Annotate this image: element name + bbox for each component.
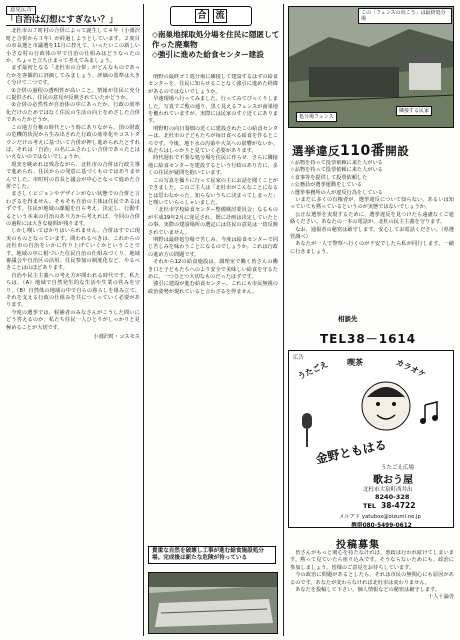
election-item: ☆品物を持って投票依頼に来た人がいる (290, 160, 383, 166)
ad-label: 広告 (293, 355, 305, 361)
election-title-pre: 選挙違反 (292, 144, 340, 158)
contribution-body (290, 550, 454, 636)
column-divider (283, 4, 284, 636)
gouryu-banner (170, 6, 252, 26)
paragraph: 今度の選挙では、候補者のみなさんがこうした問いにどう答えるのか、私たち住民一人ひとりがしっかりと見極めることが大切です。 (6, 309, 140, 331)
shop-phone-1: 8240-328 (375, 493, 410, 501)
construction-image (149, 573, 278, 634)
shop-email: メルアド yatubox@oizumi.ne.jp (339, 514, 421, 520)
shop-phone-2: 38-4722 (381, 501, 416, 510)
paragraph: 明野は最終処分場で苦しみ、今度は給食センターで同じ苦しみを味わうことになるのでしょうか。これは行政の進め方の問題です。 (148, 236, 278, 258)
election-item: ☆品物を持って投票依頼に来た人がいる (290, 167, 383, 174)
headline-1: ◇南巣地採取処分場を住民に隠匿して作った廃棄物 (152, 30, 280, 49)
microphone-icon (297, 411, 317, 451)
middle-article (148, 74, 278, 544)
banner-char: 流 (213, 9, 227, 23)
election-title-post: 開設 (385, 144, 410, 158)
election-item: ☆公務員が選挙運動をしている (290, 182, 363, 189)
paragraph: 今の政治に問題があるとしたら、それは市民の無関心にも原因があるのです。あなたが変わらなければ北杜市は変わりません。 (290, 572, 454, 586)
shop-tel-label: TEL (363, 502, 377, 510)
paragraph: 北杜市の７町村の合併によって誕生して４年（小淵沢町と合併から３年）が経過しようとしています。２度目の市長選と市議選を11月に控えて、いったいこの新しい小さな村の行政体の中で自治の仕組みはどうなったのか、ちょっと立ち止まって考えてみましょう。 (6, 28, 140, 65)
election-item: ☆選挙事務所の人が違反行為をしている (290, 189, 383, 196)
singer-illustration (351, 371, 421, 441)
paragraph: 自治や民主主義への考え方が問われる時代です。私たちは、（A）地域で自然発生的な生活や生業の営みを守り、（B）自然体の地域の中で自らの暮らしを組み立て、それを支える行政の仕組みを共につくっていく必要があります。 (6, 272, 140, 309)
ad-arc-2: 喫茶 (347, 358, 363, 367)
fence-label: 処分場フェンス (296, 112, 337, 122)
paragraph: 「北杜市学校給食センター整備検討委員会」なるものが平成19年2月に発足され、既に計画は決定していたとの事。実際の建設場所の選定には住民の意見は一切反映されていません。 (148, 207, 278, 236)
ad-name: 金野ともはる (314, 437, 388, 467)
headline-2: ◇強引に進めた給食センター建設 (152, 49, 264, 59)
paragraph: あなたが一人で警察へ行くのが不安でしたら私が同行します。一緒に行きましょう。 (290, 241, 454, 255)
karaoke-ad (288, 350, 454, 528)
paragraph: 公正な選挙を実現するために、選挙違反を見つけたら遠慮なくご連絡ください。あなたの一本の電話が、北杜の民主主義を守ります。 (290, 211, 454, 226)
paragraph: この写真を撮りに行って民家の主にお話を聞くことができました。このご主人は「北杜市がこんなことになるとは思わなかった。知らないうちに決まってしまった」と嘆いていらっしゃいました。 (148, 177, 278, 206)
paragraph: 早速現場へ行ってみました。行ってみてびっくりしました。写真でご覧の通り、黒く見えるフェンスが南巣地を覆われていますが、実際には民家のすぐ近くにあります。 (148, 96, 278, 125)
music-notes-icon (419, 399, 449, 429)
paragraph: 皆さんがもっと関心を持たなければ、悪政は行われ続けてしまいます。黙って見ていたら座り込みです。そうならないためにも、政治に参加しましょう。皆様のご意見をお待ちしています。 (290, 550, 454, 571)
ad-arc-3: カラオケ (394, 357, 428, 380)
paragraph: ②合併の必然性が自治体の中にあったか。行政の効率化だけのためではなく住民の生活の向上をめざした合併であったかどうか。 (6, 102, 140, 124)
paragraph: 明野町の向日葵畑の近くに建設されたこの給食センターは、北杜市の子どもたちが毎日食べる給食を作るところです。今後、地下水の汚染や大気への影響がないか、私たちはしっかりと見ていく必要があります。 (148, 125, 278, 155)
paragraph: いまだに多くの有権者が、選挙違反について知らない、あるいは知っていても黙っているというのが実態ではないでしょうか。 (290, 197, 454, 211)
middle-headlines (152, 30, 280, 59)
paragraph: 現実を眺めれば残念ながら、北杜市の合併は行政主導で進められ、住民からの発意に基づくものではありませんでした。市町村の首長と議会が中心となって進めた合併でした。 (6, 161, 140, 190)
bottom-photo-caption: 貴重な自然を破壊し工事が進む給食施設処分場。完成後は新たな危険が待っている (148, 546, 276, 564)
paragraph: 明野の最終ゴミ処分場に隣接して建設するはずの給食センターを、住民に知らせることなく強引に進めた経緯があるのではないでしょうか。 (148, 74, 278, 95)
hotline-phone: TEL38－1614 (320, 332, 417, 346)
opinion-ad-column (6, 6, 140, 634)
paragraph: まず最初となる「北杜市の合併」がどんなものであったかを客観的に評価してみましょう。評価の基準は大きく分けて二つです。 (6, 65, 140, 87)
paragraph: あなたを投稿して下さい。個人情報などの秘密は厳守します。 (295, 587, 441, 594)
house-label: 隣接する民家 (396, 106, 432, 116)
shop-sub: うたごえ広場 (381, 465, 415, 471)
paragraph: なお、通報者の秘密は厳守します。安心してお電話ください。（県選管調べ） (290, 226, 454, 241)
paragraph: この地方分権の時代という時にありながら、国の財政の危機的状況から生み出された行政の効率化やコストダウンだけの考えに基づいて合併が押し進められたとすれば、それは「自治」の名にふさわしい合併であったとはいえないのではないでしょうか。 (6, 124, 140, 161)
paragraph: 時代遅れで不要な処分場を住民に作らせ、さらに隣接地に給食センターを建設するという行政のあり方に、多くの住民が疑問を抱いています。 (148, 155, 278, 177)
paragraph: まさしくビジョンやデザインがない状態での合併と言わざるを得ません。そもそも自治の主体は住民であるはずです。住民が地域の課題を自ら考え、決定し、行動するという本来の自治のあり方から考えれば、今回の合併の過程には大きな疑問が残ります。 (6, 191, 140, 227)
paragraph: ①合併の過程の透明性が高いこと。情報が住民に充分に提供され、住民の意見が反映されていたかどうか。 (6, 87, 140, 102)
construction-photo (148, 572, 278, 634)
column-divider (143, 4, 144, 636)
shop-name: 歌おう屋 (373, 475, 413, 486)
paragraph: しかし嘆いてばかりはいられません。合併はすでに現実のものとなっています。問われるべきは、これからの北杜市の自治をいかに作り上げていくかということです。地域の中に根づいた住民自治の仕組みづくり、地域審議会や自治区の活用、住民参加の制度化など、やるべきことは山ほどあります。 (6, 228, 140, 272)
opinion-headline: 「自治は幻想にすぎない？」 (6, 17, 140, 26)
ad-arc-1: うたごえ (296, 359, 330, 382)
shop-mobile: 携帯080-5499-0612 (351, 523, 412, 529)
election-number: 110番 (340, 143, 386, 159)
election-body (290, 160, 454, 312)
signature: 小淵沢町・コスモス (93, 334, 140, 341)
election-item: ☆食事等を提供して投票依頼した (290, 174, 368, 181)
paragraph: 強引に建設が進む給食センター。これにも市民無視の政治姿勢が現れていると言わざるを得ません。 (148, 281, 278, 295)
banner-char: 合 (195, 9, 209, 23)
opinion-ad-tag: 意見広告 (6, 6, 36, 15)
contribution-title: 投稿募集 (336, 540, 380, 551)
shop-address: 北杜市大泉町西井出 (363, 487, 413, 493)
paragraph: それから12の給食施設は、調理室で働く皆さんの働き口と子どもたちへのより安全で美味しい給食を守るために、一つひとつ大切なものだったはずです。 (148, 259, 278, 280)
contribution-sign: 十人十論舎 (428, 594, 454, 601)
photo-caption: この「フェンスの向こう」は最終処分場 (358, 8, 452, 24)
hotline-label: 相談先 (338, 315, 358, 323)
election-hotline-title (292, 140, 409, 160)
